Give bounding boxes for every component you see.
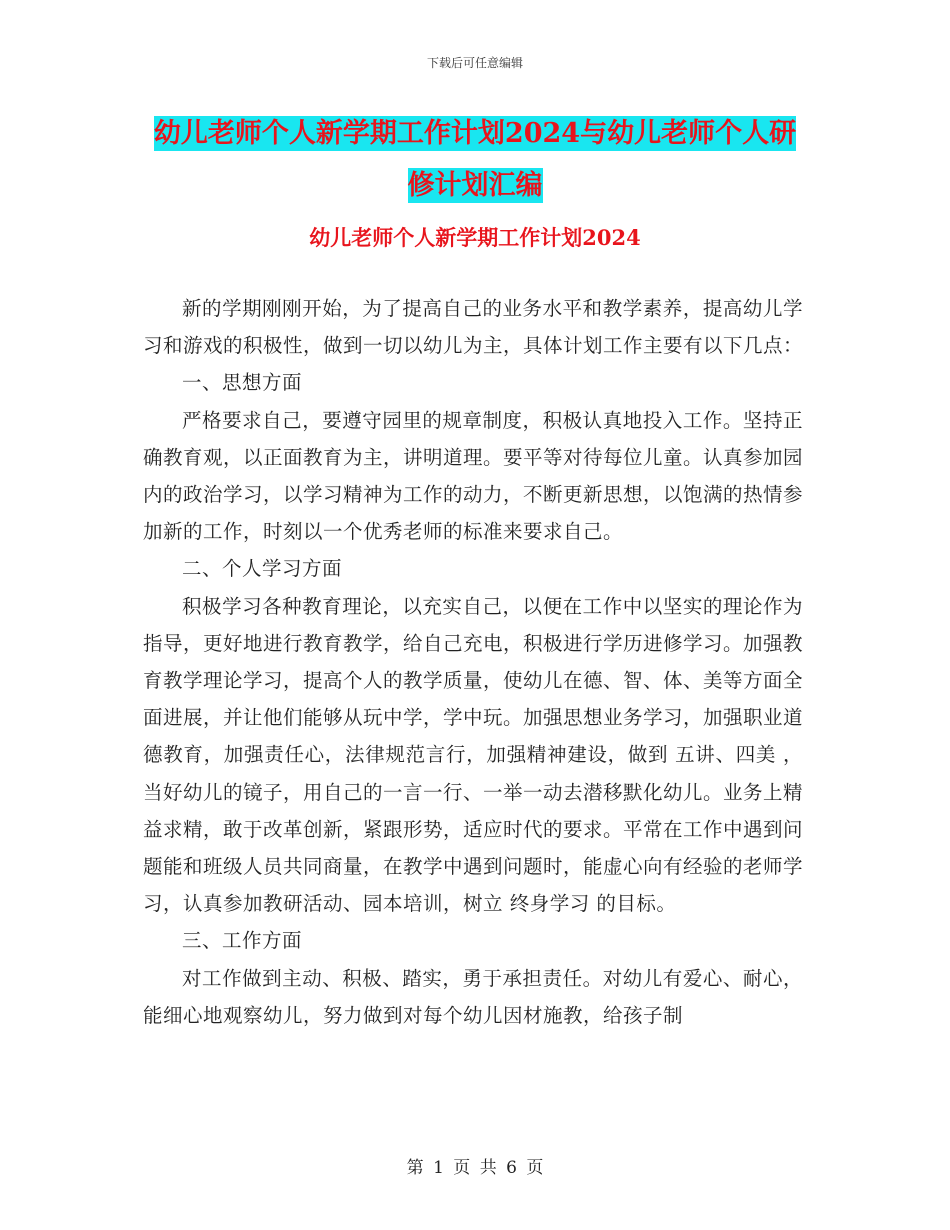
header-note: 下载后可任意编辑: [426, 56, 523, 70]
heading-thought: 一、思想方面: [182, 371, 303, 395]
title-line-2: 修计划汇编: [407, 170, 543, 201]
paragraph-work: 对工作做到主动、积极、踏实，勇于承担责任。对幼儿有爱心、耐心，能细心地观察幼儿，努力做到对每个幼儿因材施教，给孩子制: [143, 966, 803, 1027]
paragraph-thought: 严格要求自己，要遵守园里的规章制度，积极认真地投入工作。坚持正确教育观，以正面教育为主，讲明道理。要平等对待每位儿童。认真参加园内的政治学习，以学习精神为工作的动力，不断更新思想，以饱满的热情参加新的工作，时刻以一个优秀老师的标准来要求自己。: [143, 408, 804, 544]
document-title: [0, 112, 950, 208]
paragraph-study: 积极学习各种教育理论，以充实自己，以便在工作中以坚实的理论作为指导，更好地进行教育教学，给自己充电，积极进行学历进修学习。加强教育教学理论学习，提高个人的教学质量，使幼儿在德、智、体、美等方面全面进展，并让他们能够从玩中学，学中玩。加强思想业务学习，加强职业道德教育，加强责任心，法律规范言行，加强精神建设，做到 五讲、四美 ，当好幼儿的镜子，用自己的一言一行、一举一动去潜移默化幼儿。业务上精益求精，敢于改革创新，紧跟形势，适应时代的要求。平常在工作中遇到问题能和班级人员共同商量，在教学中遇到问题时，能虚心向有经验的老师学习，认真参加教研活动、园本培训，树立 终身学习 的目标。: [143, 594, 804, 916]
heading-work: 三、工作方面: [182, 929, 303, 953]
page-footer: 第 1 页 共 6 页: [406, 1158, 544, 1178]
heading-study: 二、个人学习方面: [182, 557, 343, 581]
title-line-1: 幼儿老师个人新学期工作计划2024与幼儿老师个人研: [153, 118, 797, 149]
document-body: [143, 290, 803, 1034]
section-title: 幼儿老师个人新学期工作计划2024: [309, 225, 641, 250]
paragraph-intro: 新的学期刚刚开始，为了提高自己的业务水平和教学素养，提高幼儿学习和游戏的积极性，做到一切以幼儿为主，具体计划工作主要有以下几点：: [143, 297, 804, 358]
